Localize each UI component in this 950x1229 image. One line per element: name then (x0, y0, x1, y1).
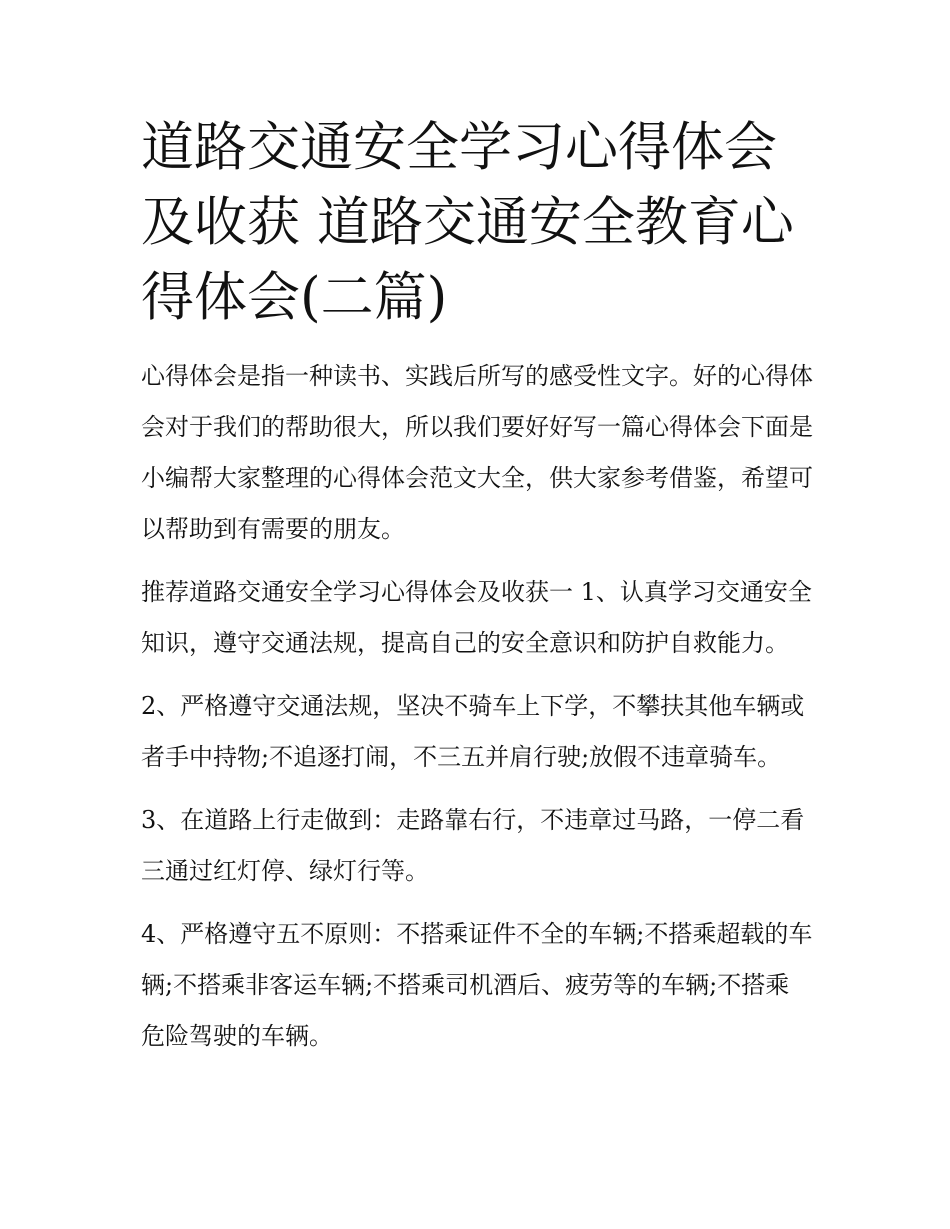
paragraph-intro: 心得体会是指一种读书、实践后所写的感受性文字。好的心得体会对于我们的帮助很大，所以我们要好好写一篇心得体会下面是小编帮大家整理的心得体会范文大全，供大家参考借鉴，希望可以帮助到有需要的朋友。 (141, 362, 813, 543)
document-page (141, 110, 813, 1062)
paragraph-item-3: 3、在道路上行走做到：走路靠右行，不违章过马路，一停二看三通过红灯停、绿灯行等。 (141, 806, 805, 885)
document-title: 道路交通安全学习心得体会及收获 道路交通安全教育心得体会(二篇) (141, 117, 794, 328)
paragraph-item-4: 4、严格遵守五不原则：不搭乘证件不全的车辆;不搭乘超载的车辆;不搭乘非客运车辆;不搭乘司机酒后、疲劳等的车辆;不搭乘危险驾驶的车辆。 (141, 920, 813, 1050)
paragraph-item-2: 2、严格遵守交通法规，坚决不骑车上下学，不攀扶其他车辆或者手中持物;不追逐打闹，不三五并肩行驶;放假不违章骑车。 (141, 692, 805, 771)
paragraph-item-1: 推荐道路交通安全学习心得体会及收获一 1、认真学习交通安全知识，遵守交通法规，提高自己的安全意识和防护自救能力。 (141, 578, 812, 657)
